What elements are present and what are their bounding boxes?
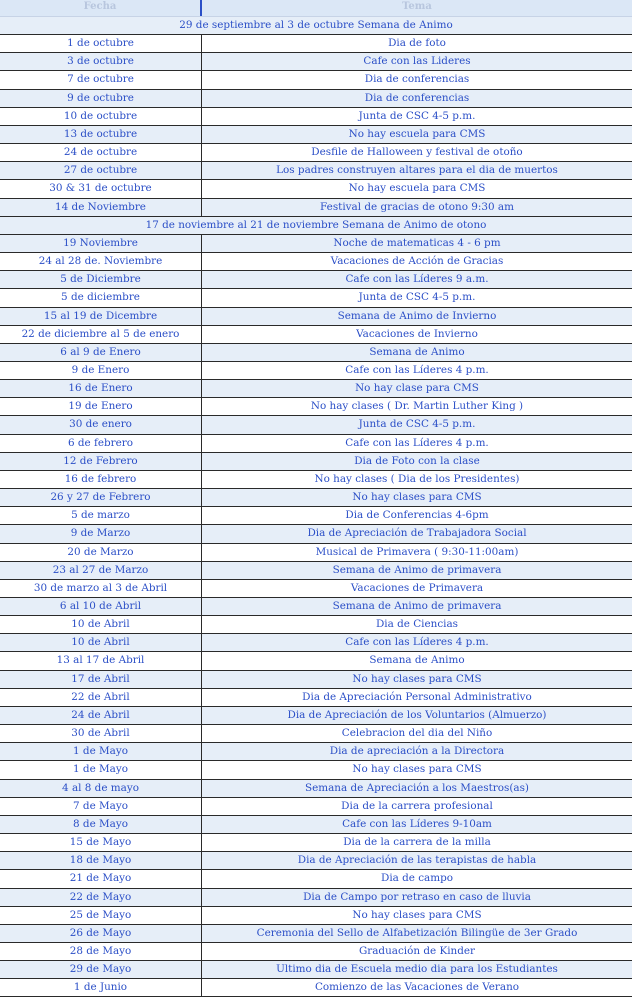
event-cell[interactable]: Musical de Primavera ( 9:30-11:00am) <box>315 545 519 558</box>
date-cell[interactable]: 27 de octubre <box>0 162 202 179</box>
event-cell[interactable]: Dia de Apreciación de los Voluntarios (Almuerzo) <box>287 708 547 721</box>
table-row[interactable] <box>0 834 632 852</box>
table-row[interactable] <box>0 707 632 725</box>
date-cell[interactable]: 24 de Abril <box>0 707 202 724</box>
event-cell[interactable]: Festival de gracias de otono 9:30 am <box>320 200 514 213</box>
merged-row-cell[interactable]: 29 de septiembre al 3 de octubre Semana de Animo <box>179 19 453 31</box>
date-cell[interactable]: 12 de Febrero <box>0 453 202 470</box>
table-row[interactable] <box>0 17 632 35</box>
table-row[interactable] <box>0 126 632 144</box>
date-cell[interactable]: 16 de febrero <box>0 471 202 488</box>
date-cell[interactable]: 1 de Junio <box>0 979 202 996</box>
date-cell[interactable]: 23 al 27 de Marzo <box>0 562 202 579</box>
date-cell[interactable]: 4 al 8 de mayo <box>0 780 202 797</box>
table-row[interactable] <box>0 453 632 471</box>
date-cell[interactable]: 26 de Mayo <box>0 925 202 942</box>
date-cell[interactable]: 9 de Marzo <box>0 525 202 542</box>
table-row[interactable] <box>0 743 632 761</box>
table-row[interactable] <box>0 35 632 53</box>
event-cell[interactable]: Dia de Foto con la clase <box>354 454 480 467</box>
date-cell[interactable]: 30 & 31 de octubre <box>0 180 202 197</box>
table-row[interactable] <box>0 671 632 689</box>
event-cell[interactable]: Dia de Ciencias <box>375 618 459 631</box>
date-cell[interactable]: 18 de Mayo <box>0 852 202 869</box>
table-row[interactable] <box>0 108 632 126</box>
date-cell[interactable]: 8 de Mayo <box>0 816 202 833</box>
date-cell[interactable]: 22 de Abril <box>0 689 202 706</box>
date-cell[interactable]: 25 de Mayo <box>0 907 202 924</box>
date-cell[interactable]: 22 de Mayo <box>0 889 202 906</box>
event-cell[interactable]: Noche de matematicas 4 - 6 pm <box>333 236 501 249</box>
table-row[interactable] <box>0 761 632 779</box>
date-cell[interactable]: 19 de Enero <box>0 398 202 415</box>
date-cell[interactable]: 5 de marzo <box>0 507 202 524</box>
date-cell[interactable]: 29 de Mayo <box>0 961 202 978</box>
date-cell[interactable]: 10 de Abril <box>0 616 202 633</box>
event-cell[interactable]: Dia de Conferencias 4-6pm <box>345 509 489 522</box>
event-cell[interactable]: No hay escuela para CMS <box>348 127 486 140</box>
table-row[interactable] <box>0 634 632 652</box>
table-row[interactable] <box>0 235 632 253</box>
event-cell[interactable]: Ceremonia del Sello de Alfabetización Bilingüe de 3er Grado <box>256 926 578 939</box>
event-cell[interactable]: Semana de Animo de primavera <box>332 563 502 576</box>
table-row[interactable] <box>0 289 632 307</box>
event-cell[interactable]: Semana de Animo <box>369 345 465 358</box>
date-cell[interactable]: 19 Noviembre <box>0 235 202 252</box>
date-cell[interactable]: 5 de diciembre <box>0 289 202 306</box>
event-cell[interactable]: Ultimo dia de Escuela medio dia para los Estudiantes <box>276 963 558 976</box>
date-cell[interactable]: 9 de octubre <box>0 90 202 107</box>
event-cell[interactable]: Semana de Apreciación a los Maestros(as) <box>304 781 529 794</box>
date-cell[interactable]: 30 de marzo al 3 de Abril <box>0 580 202 597</box>
table-row[interactable] <box>0 725 632 743</box>
table-row[interactable] <box>0 53 632 71</box>
event-cell[interactable]: No hay escuela para CMS <box>348 182 486 195</box>
event-cell[interactable]: No hay clases ( Dr. Martin Luther King ) <box>310 400 524 413</box>
table-row[interactable] <box>0 580 632 598</box>
event-cell[interactable]: Junta de CSC 4-5 p.m. <box>358 418 476 431</box>
table-row[interactable] <box>0 217 632 235</box>
date-cell[interactable]: 13 de octubre <box>0 126 202 143</box>
table-row[interactable] <box>0 180 632 198</box>
table-row[interactable] <box>0 144 632 162</box>
event-cell[interactable]: Dia de la carrera de la milla <box>343 836 491 849</box>
table-row[interactable] <box>0 943 632 961</box>
table-row[interactable] <box>0 362 632 380</box>
event-cell[interactable]: Junta de CSC 4-5 p.m. <box>358 109 476 122</box>
date-cell[interactable]: 6 de febrero <box>0 435 202 452</box>
event-cell[interactable]: Semana de Animo de Invierno <box>337 309 497 322</box>
event-cell[interactable]: Dia de apreciación a la Directora <box>329 745 505 758</box>
event-cell[interactable]: Junta de CSC 4-5 p.m. <box>358 291 476 304</box>
event-cell[interactable]: Dia de campo <box>380 872 454 885</box>
table-row[interactable] <box>0 925 632 943</box>
date-cell[interactable]: 7 de Mayo <box>0 798 202 815</box>
date-cell[interactable]: 28 de Mayo <box>0 943 202 960</box>
event-cell[interactable]: Celebracion del dia del Niño <box>341 727 493 740</box>
event-cell[interactable]: No hay clases para CMS <box>352 908 482 921</box>
table-row[interactable] <box>0 652 632 670</box>
table-row[interactable] <box>0 979 632 997</box>
table-row[interactable] <box>0 380 632 398</box>
table-row[interactable] <box>0 416 632 434</box>
table-row[interactable] <box>0 326 632 344</box>
table-row[interactable] <box>0 852 632 870</box>
date-cell[interactable]: 13 al 17 de Abril <box>0 652 202 669</box>
event-cell[interactable]: Vacaciones de Acción de Gracias <box>330 255 504 268</box>
event-cell[interactable]: Dia de Apreciación de las terapistas de habla <box>297 854 537 867</box>
date-cell[interactable]: 1 de Mayo <box>0 761 202 778</box>
table-row[interactable] <box>0 525 632 543</box>
event-cell[interactable]: Dia de conferencias <box>364 73 470 86</box>
event-cell[interactable]: Comienzo de las Vacaciones de Verano <box>314 981 520 994</box>
event-cell[interactable]: Semana de Animo de primavera <box>332 600 502 612</box>
table-header <box>0 0 632 17</box>
event-cell[interactable]: No hay clase para CMS <box>355 382 479 395</box>
event-cell[interactable]: Cafe con las Líderes 4 p.m. <box>345 636 489 649</box>
event-cell[interactable]: Cafe con las Lideres <box>363 55 471 68</box>
table-body <box>0 17 632 997</box>
merged-row-cell[interactable]: 17 de noviembre al 21 de noviembre Semana de Animo de otono <box>145 218 487 231</box>
table-row[interactable] <box>0 798 632 816</box>
table-row[interactable] <box>0 544 632 562</box>
table-row[interactable] <box>0 616 632 634</box>
event-cell[interactable]: Semana de Animo <box>369 654 465 667</box>
date-cell[interactable]: 6 al 10 de Abril <box>0 598 202 615</box>
table-row[interactable] <box>0 961 632 979</box>
event-cell[interactable]: No hay clases para CMS <box>352 763 482 776</box>
event-cell[interactable]: Dia de Apreciación Personal Administrativo <box>302 690 532 703</box>
date-cell[interactable]: 6 al 9 de Enero <box>0 344 202 361</box>
event-cell[interactable]: Cafe con las Líderes 9-10am <box>342 817 492 830</box>
date-cell[interactable]: 30 de enero <box>0 416 202 433</box>
table-row[interactable] <box>0 253 632 271</box>
event-cell[interactable]: Vacaciones de Primavera <box>350 581 484 594</box>
table-row[interactable] <box>0 489 632 507</box>
event-cell[interactable]: Dia de la carrera profesional <box>341 799 493 812</box>
date-cell[interactable]: 26 y 27 de Febrero <box>0 489 202 506</box>
event-cell[interactable]: Graduación de Kinder <box>358 944 476 957</box>
event-cell[interactable]: Dia de Apreciación de Trabajadora Social <box>307 527 527 540</box>
date-cell[interactable]: 20 de Marzo <box>0 544 202 561</box>
table-row[interactable] <box>0 598 632 616</box>
date-cell[interactable]: 22 de diciembre al 5 de enero <box>0 326 202 343</box>
table-row[interactable] <box>0 90 632 108</box>
event-cell[interactable]: Cafe con las Líderes 4 p.m. <box>345 363 489 376</box>
table-row[interactable] <box>0 689 632 707</box>
event-cell[interactable]: Dia de foto <box>388 37 446 50</box>
date-cell[interactable]: 15 al 19 de Dicembre <box>0 308 202 325</box>
table-row[interactable] <box>0 308 632 326</box>
date-cell[interactable]: 10 de octubre <box>0 108 202 125</box>
table-row[interactable] <box>0 562 632 580</box>
date-cell[interactable]: 24 al 28 de. Noviembre <box>0 253 202 270</box>
table-row[interactable] <box>0 199 632 217</box>
event-cell[interactable]: Dia de conferencias <box>364 91 470 104</box>
table-row[interactable] <box>0 162 632 180</box>
event-cell[interactable]: No hay clases para CMS <box>352 491 482 504</box>
event-cell[interactable]: No hay clases ( Dia de los Presidentes) <box>314 472 520 485</box>
date-cell[interactable]: 17 de Abril <box>0 671 202 688</box>
table-row[interactable] <box>0 907 632 925</box>
table-row[interactable] <box>0 816 632 834</box>
date-cell[interactable]: 14 de Noviembre <box>0 199 202 216</box>
date-cell[interactable]: 24 de octubre <box>0 144 202 161</box>
date-cell[interactable]: 9 de Enero <box>0 362 202 379</box>
date-cell[interactable]: 1 de Mayo <box>0 743 202 760</box>
event-cell[interactable]: Vacaciones de Invierno <box>356 327 478 340</box>
table-row[interactable] <box>0 507 632 525</box>
date-cell[interactable]: 30 de Abril <box>0 725 202 742</box>
event-cell[interactable]: Los padres construyen altares para el dia de muertos <box>276 164 558 177</box>
table-row[interactable] <box>0 344 632 362</box>
table-row[interactable] <box>0 71 632 89</box>
event-cell[interactable]: Dia de Campo por retraso en caso de lluvia <box>303 890 531 903</box>
event-cell[interactable]: Desfile de Halloween y festival de otoño <box>311 146 523 159</box>
column-header-tema[interactable]: Tema <box>402 1 432 12</box>
table-row[interactable] <box>0 471 632 489</box>
table-row[interactable] <box>0 870 632 888</box>
event-cell[interactable]: No hay clases para CMS <box>352 672 482 685</box>
event-cell[interactable]: Cafe con las Líderes 9 a.m. <box>345 273 489 286</box>
date-cell[interactable]: 15 de Mayo <box>0 834 202 851</box>
table-row[interactable] <box>0 780 632 798</box>
date-cell[interactable]: 10 de Abril <box>0 634 202 651</box>
table-row[interactable] <box>0 271 632 289</box>
table-row[interactable] <box>0 889 632 907</box>
event-cell[interactable]: Cafe con las Líderes 4 p.m. <box>345 436 489 449</box>
date-cell[interactable]: 1 de octubre <box>0 35 202 52</box>
column-header-fecha[interactable]: Fecha <box>0 0 202 16</box>
date-cell[interactable]: 16 de Enero <box>0 380 202 397</box>
table-row[interactable] <box>0 398 632 416</box>
date-cell[interactable]: 7 de octubre <box>0 71 202 88</box>
date-cell[interactable]: 5 de Diciembre <box>0 271 202 288</box>
date-cell[interactable]: 3 de octubre <box>0 53 202 70</box>
table-row[interactable] <box>0 435 632 453</box>
date-cell[interactable]: 21 de Mayo <box>0 870 202 887</box>
